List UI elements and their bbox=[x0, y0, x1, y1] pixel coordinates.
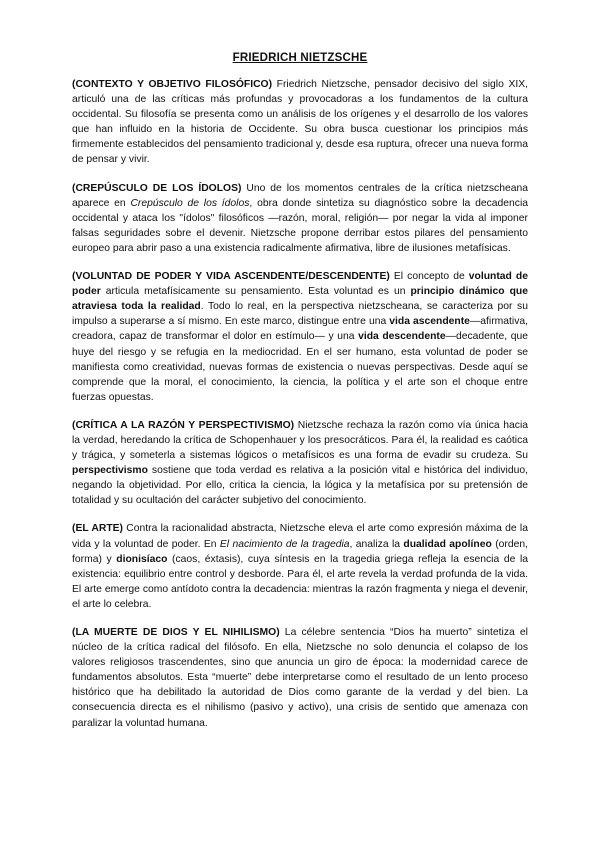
key-term: dionisíaco bbox=[116, 553, 168, 565]
key-term: vida ascendente bbox=[389, 316, 470, 328]
section-voluntad bbox=[72, 269, 528, 405]
section-heading: (VOLUNTAD DE PODER Y VIDA ASCENDENTE/DESCENDENTE) bbox=[72, 271, 390, 283]
section-body: (orden, forma) y bbox=[72, 538, 528, 565]
section-body: Nietzsche rechaza la razón como vía única hacia la verdad, heredando la crítica de Schopenhauer y los presocráticos. Para él, la realidad es caótica y trágica, y someterla a sistemas lógicos o metafísicos es una forma de evadir su crudeza. Su bbox=[72, 419, 529, 462]
section-body: Friedrich Nietzsche, pensador decisivo del siglo XIX, articuló una de las críticas más profundas y provocadoras a los fundamentos de la cultura occidental. Su filosofía se presenta como un análisis de los orígenes y el desarrollo de los valores que han influido en la historia de Occidente. Su obra busca cuestionar los principios más firmemente establecidos del pensamiento tradicional y, desde esa ruptura, ofrecer una nueva forma de pensar y vivir. bbox=[72, 79, 528, 166]
section-body: —decadente, que huye del riesgo y se refugia en la mediocridad. En el ser humano, esta voluntad de poder se manifiesta como creatividad, nuevas formas de existencia o nuevas perspectivas. Desde aquí se comprende que la moral, el conocimiento, la ciencia, la política y el arte son el choque entre fuerzas opuestas. bbox=[72, 331, 528, 403]
document-title: FRIEDRICH NIETZSCHE bbox=[232, 52, 368, 64]
book-title: El nacimiento de la tragedia bbox=[219, 538, 350, 550]
section-muerte-dios bbox=[72, 625, 528, 731]
section-body: —afirmativa, creadora, capaz de transformar el dolor en estímulo— y una bbox=[72, 316, 528, 343]
key-term: principio dinámico que atraviesa toda la realidad bbox=[72, 286, 529, 313]
section-body: . Todo lo real, en la perspectiva nietzscheana, se caracteriza por su impulso a superarse a sí mismo. En este marco, distingue entre una bbox=[72, 301, 528, 328]
section-body: (caos, éxtasis), cuya síntesis en la tragedia griega refleja la esencia de la existencia: equilibrio entre control y desborde. Para él, el arte revela la verdad profunda de la vida. El arte emerge como antídoto contra la decadencia: mientras la razón fragmenta y niega el devenir, el arte lo celebra. bbox=[72, 553, 528, 610]
section-body: Contra la racionalidad abstracta, Nietzsche eleva el arte como expresión máxima de la vida y la voluntad de poder. En bbox=[72, 523, 528, 550]
section-heading: (CRÍTICA A LA RAZÓN Y PERSPECTIVISMO) bbox=[72, 419, 295, 431]
section-contexto bbox=[72, 77, 528, 168]
section-body: La célebre sentencia “Dios ha muerto” sintetiza el núcleo de la crítica radical del filósofo. En ella, Nietzsche no solo denuncia el colapso de los valores religiosos trascendentes, sino que anuncia un giro de época: la modernidad carece de fundamentos absolutos. Esta “muerte” debe interpretarse como el resultado de un lento proceso histórico que ha debilitado la autoridad de Dios como garante de la verdad y del bien. La consecuencia directa es el nihilismo (pasivo y activo), una crisis de sentido que amenaza con paralizar la voluntad humana. bbox=[72, 627, 528, 729]
section-heading: (LA MUERTE DE DIOS Y EL NIHILISMO) bbox=[72, 627, 280, 638]
section-arte bbox=[72, 521, 528, 612]
section-body: El concepto de bbox=[389, 271, 469, 283]
section-body: Uno de los momentos centrales de la crítica nietzscheana aparece en bbox=[72, 182, 528, 209]
section-body: , obra donde sintetiza su diagnóstico sobre la decadencia occidental y ataca los "ídolos" filosóficos —razón, moral, religión— por negar la vida al imponer falsas seguridades sobre el devenir. Nietzsche propone derribar estos pilares del pensamiento europeo para abrir paso a una existencia radicalmente afirmativa, libre de ilusiones metafísicas. bbox=[72, 197, 528, 254]
book-title: Crepúsculo de los ídolos bbox=[130, 197, 250, 209]
section-critica-razon bbox=[72, 418, 528, 509]
section-heading: (CONTEXTO Y OBJETIVO FILOSÓFICO) bbox=[72, 79, 273, 90]
section-body: articula metafísicamente su pensamiento. Esta voluntad es un bbox=[100, 286, 411, 298]
key-term: dualidad apolíneo bbox=[403, 538, 492, 550]
section-heading: (CREPÚSCULO DE LOS ÍDOLOS) bbox=[72, 182, 242, 194]
document-page bbox=[72, 52, 528, 744]
key-term: perspectivismo bbox=[72, 465, 148, 477]
section-crepusculo bbox=[72, 181, 528, 256]
section-body: sostiene que toda verdad es relativa a la posición vital e histórica del individuo, negando la objetividad. Por ello, critica la ciencia, la lógica y la metafísica por su pretensión de totalidad y su ocultación del carácter subjetivo del conocimiento. bbox=[72, 465, 528, 507]
section-body: , analiza la bbox=[349, 538, 404, 550]
key-term: voluntad de poder bbox=[72, 271, 528, 298]
section-heading: (EL ARTE) bbox=[72, 523, 123, 535]
key-term: vida descendente bbox=[358, 331, 446, 343]
